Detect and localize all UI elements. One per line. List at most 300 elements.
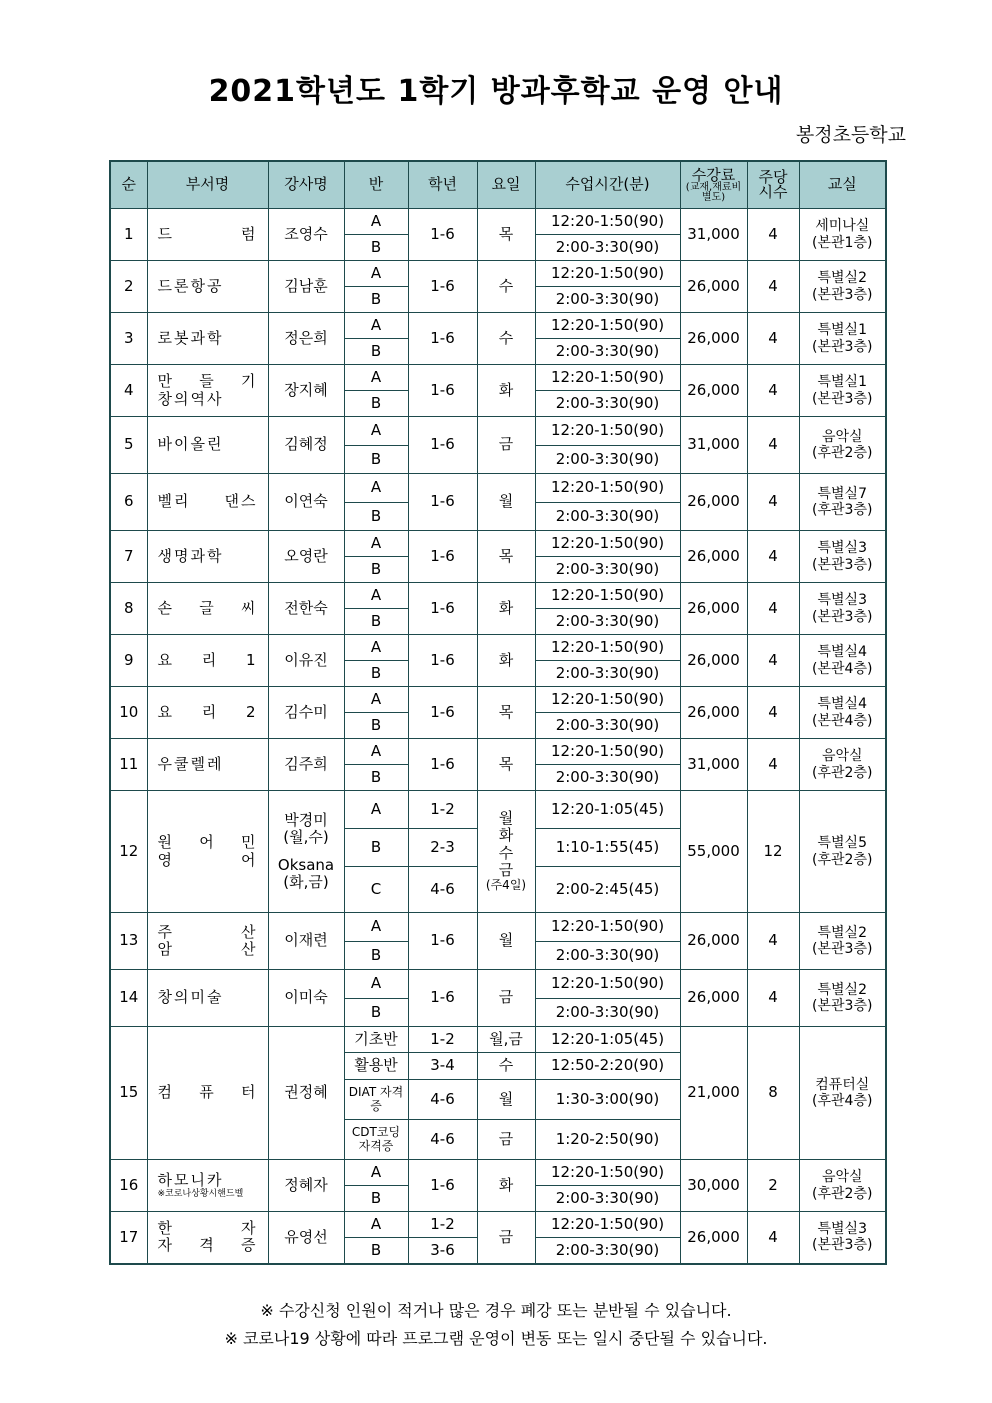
fee-cell: 26,000 (680, 635, 747, 687)
room-cell-line: 음악실 (821, 1169, 863, 1186)
grade-cell: 1-6 (408, 1160, 477, 1212)
dept-name-line: 암 산 (157, 940, 258, 958)
room-cell-line: 특별실5 (817, 835, 867, 852)
room-cell-line: (후관2층) (812, 764, 873, 781)
grade-cell: 4-6 (408, 1080, 477, 1120)
teacher-name (268, 365, 344, 417)
note-line: ※ 코로나19 상황에 따라 프로그램 운영이 변동 또는 일시 중단될 수 있습니다. (224, 1329, 768, 1348)
table-row (110, 365, 886, 391)
dept-name (147, 261, 268, 313)
row-number: 9 (110, 635, 147, 687)
row-number: 14 (110, 970, 147, 1027)
notes (0, 1297, 992, 1353)
class-cell: A (344, 209, 408, 235)
grade-cell: 1-6 (408, 365, 477, 417)
teacher-name-line: 오영란 (284, 546, 328, 565)
day-cell-line: 금 (498, 860, 514, 879)
class-cell: B (344, 829, 408, 867)
time-cell: 12:20-1:50(90) (535, 583, 680, 609)
weekly-hours-cell: 4 (747, 261, 799, 313)
dept-name (147, 313, 268, 365)
teacher-name-line: 장지혜 (284, 380, 328, 399)
room-cell-line: 특별실1 (817, 374, 867, 391)
teacher-name (268, 583, 344, 635)
time-cell: 2:00-3:30(90) (535, 287, 680, 313)
time-cell: 2:00-3:30(90) (535, 235, 680, 261)
table-row (110, 474, 886, 503)
time-cell: 2:00-3:30(90) (535, 557, 680, 583)
dept-name-line: 원 어 민 (157, 833, 258, 852)
time-cell: 12:50-2:20(90) (535, 1053, 680, 1080)
class-cell: B (344, 1238, 408, 1264)
dept-name (147, 209, 268, 261)
time-cell: 2:00-3:30(90) (535, 609, 680, 635)
class-cell: A (344, 970, 408, 999)
time-cell: 2:00-3:30(90) (535, 446, 680, 474)
teacher-name-line: 이재련 (284, 931, 328, 950)
teacher-name (268, 531, 344, 583)
table-row (110, 209, 886, 235)
day-cell: 수 (477, 313, 535, 365)
room-cell-line: 특별실2 (817, 981, 867, 998)
class-cell: B (344, 391, 408, 417)
weekly-hours-cell: 4 (747, 1212, 799, 1264)
header-class: 반 (344, 161, 408, 209)
class-cell: A (344, 1212, 408, 1238)
row-number: 17 (110, 1212, 147, 1264)
time-cell: 1:20-2:50(90) (535, 1120, 680, 1160)
day-cell: 월 (477, 913, 535, 970)
table-row (110, 1027, 886, 1053)
time-cell: 2:00-3:30(90) (535, 1186, 680, 1212)
room-cell-line: 음악실 (821, 428, 863, 445)
grade-cell: 1-2 (408, 791, 477, 829)
room-cell-line: (본관3층) (812, 1237, 873, 1254)
teacher-name-line: 정은희 (284, 328, 328, 347)
room-cell (799, 739, 886, 791)
class-cell: B (344, 713, 408, 739)
time-cell: 2:00-3:30(90) (535, 999, 680, 1027)
time-cell: 2:00-3:30(90) (535, 1238, 680, 1264)
time-cell: 1:30-3:00(90) (535, 1080, 680, 1120)
dept-name-line: 우쿨렐레 (157, 754, 224, 773)
dept-name (147, 531, 268, 583)
weekly-hours-cell: 4 (747, 531, 799, 583)
time-cell: 12:20-1:50(90) (535, 1212, 680, 1238)
row-number: 6 (110, 474, 147, 531)
time-cell: 12:20-1:50(90) (535, 365, 680, 391)
class-cell: A (344, 687, 408, 713)
fee-cell: 26,000 (680, 261, 747, 313)
class-cell: A (344, 583, 408, 609)
class-cell: 활용반 (344, 1053, 408, 1080)
teacher-name (268, 474, 344, 531)
day-cell: 월 (477, 1080, 535, 1120)
grade-cell: 1-6 (408, 913, 477, 970)
dept-name-line: 벨리 댄스 (157, 492, 258, 511)
day-cell: 수 (477, 1053, 535, 1080)
class-cell: A (344, 365, 408, 391)
table-row (110, 687, 886, 713)
class-cell: A (344, 1160, 408, 1186)
room-cell (799, 417, 886, 474)
row-number: 2 (110, 261, 147, 313)
time-cell: 12:20-1:50(90) (535, 417, 680, 446)
dept-name (147, 583, 268, 635)
room-cell-line: (후관2층) (812, 1185, 873, 1202)
fee-cell: 21,000 (680, 1027, 747, 1160)
teacher-name-line: (화,금) (283, 872, 329, 891)
time-cell: 12:20-1:50(90) (535, 261, 680, 287)
teacher-name-line (269, 847, 344, 857)
class-cell: B (344, 235, 408, 261)
grade-cell: 1-6 (408, 970, 477, 1027)
header-fee-sub: (교재,재료비 별도) (685, 181, 742, 203)
header-weekly-main: 주당 (758, 168, 788, 186)
dept-name-line: 손 글 씨 (157, 598, 258, 617)
row-number: 15 (110, 1027, 147, 1160)
fee-cell: 26,000 (680, 1212, 747, 1264)
room-cell-line: (본관3층) (812, 390, 873, 407)
room-cell (799, 687, 886, 739)
table-row (110, 261, 886, 287)
dept-name (147, 913, 268, 970)
day-cell: 월 (477, 474, 535, 531)
dept-name-line: 한 자 (157, 1219, 258, 1237)
teacher-name-line: 이미숙 (284, 988, 328, 1007)
teacher-name-line: 정혜자 (284, 1175, 328, 1194)
fee-cell: 31,000 (680, 417, 747, 474)
day-cell: 금 (477, 1120, 535, 1160)
time-cell: 2:00-3:30(90) (535, 942, 680, 970)
class-cell: B (344, 999, 408, 1027)
room-cell (799, 261, 886, 313)
weekly-hours-cell: 4 (747, 913, 799, 970)
grade-cell: 1-6 (408, 739, 477, 791)
room-cell-line: (본관4층) (812, 660, 873, 677)
weekly-hours-cell: 4 (747, 687, 799, 739)
day-cell: 목 (477, 531, 535, 583)
time-cell: 12:20-1:50(90) (535, 531, 680, 557)
room-cell (799, 474, 886, 531)
header-no: 순 (110, 161, 147, 209)
room-cell-line: 세미나실 (815, 218, 870, 235)
class-cell: B (344, 339, 408, 365)
grade-cell: 2-3 (408, 829, 477, 867)
teacher-name (268, 417, 344, 474)
dept-name (147, 1160, 268, 1212)
room-cell (799, 913, 886, 970)
class-cell: A (344, 739, 408, 765)
day-cell-line: 월 (498, 809, 514, 828)
dept-name-line: 드 럼 (157, 224, 258, 243)
day-cell-line: 화 (498, 826, 514, 845)
day-cell-line: 수 (498, 843, 514, 862)
row-number: 7 (110, 531, 147, 583)
teacher-name-line: 유영선 (284, 1227, 328, 1246)
dept-name-line: 요 리 2 (157, 702, 258, 721)
table-row (110, 913, 886, 942)
class-cell: B (344, 765, 408, 791)
day-cell: 화 (477, 365, 535, 417)
row-number: 4 (110, 365, 147, 417)
table-body (110, 209, 886, 1264)
teacher-name (268, 1160, 344, 1212)
dept-name (147, 739, 268, 791)
room-cell-line: (후관4층) (812, 1093, 873, 1109)
day-cell: 목 (477, 209, 535, 261)
dept-name (147, 635, 268, 687)
time-cell: 2:00-2:45(45) (535, 867, 680, 913)
table-row (110, 1212, 886, 1238)
header-teacher: 강사명 (268, 161, 344, 209)
dept-name-line: 만 들 기 (157, 372, 258, 391)
teacher-name-line: 전한숙 (284, 598, 328, 617)
schedule-table (109, 160, 887, 1265)
dept-name-line: 창의역사 (157, 389, 224, 408)
dept-note: ※코로나상황시핸드벨 (157, 1188, 244, 1199)
note-line: ※ 수강신청 인원이 적거나 많은 경우 폐강 또는 분반될 수 있습니다. (260, 1301, 732, 1320)
teacher-name (268, 913, 344, 970)
time-cell: 12:20-1:50(90) (535, 474, 680, 503)
room-cell-line: 특별실4 (817, 696, 867, 713)
weekly-hours-cell: 4 (747, 365, 799, 417)
header-day: 요일 (477, 161, 535, 209)
dept-name-line: 생명과학 (157, 546, 224, 565)
room-cell (799, 1212, 886, 1264)
dept-name (147, 970, 268, 1027)
room-cell-line: (본관1층) (812, 234, 873, 251)
teacher-name-line: Oksana (277, 855, 335, 874)
class-cell: A (344, 913, 408, 942)
room-cell (799, 1160, 886, 1212)
dept-name-line: 로봇과학 (157, 328, 224, 347)
row-number: 13 (110, 913, 147, 970)
row-number: 16 (110, 1160, 147, 1212)
time-cell: 1:10-1:55(45) (535, 829, 680, 867)
header-weekly-sub: 시수 (758, 183, 788, 201)
dept-name-line: 창의미술 (157, 988, 224, 1007)
teacher-name-line: 이연숙 (284, 492, 328, 511)
day-cell: 화 (477, 1160, 535, 1212)
day-cell: 수 (477, 261, 535, 313)
class-cell: A (344, 474, 408, 503)
weekly-hours-cell: 4 (747, 739, 799, 791)
teacher-name-line: 권정혜 (284, 1083, 328, 1102)
grade-cell: 4-6 (408, 867, 477, 913)
fee-cell: 26,000 (680, 913, 747, 970)
time-cell: 12:20-1:50(90) (535, 739, 680, 765)
room-cell (799, 531, 886, 583)
grade-cell: 1-6 (408, 474, 477, 531)
fee-cell: 26,000 (680, 583, 747, 635)
row-number: 5 (110, 417, 147, 474)
day-cell (477, 791, 535, 913)
class-cell: B (344, 557, 408, 583)
weekly-hours-cell: 8 (747, 1027, 799, 1160)
grade-cell: 1-6 (408, 417, 477, 474)
table-row (110, 313, 886, 339)
teacher-name-line: 김남훈 (284, 276, 328, 295)
room-cell (799, 209, 886, 261)
dept-name (147, 687, 268, 739)
grade-cell: 1-2 (408, 1027, 477, 1053)
class-cell: B (344, 661, 408, 687)
table-header-row (110, 161, 886, 209)
row-number: 10 (110, 687, 147, 739)
teacher-name-line: 이유진 (284, 650, 328, 669)
day-cell: 금 (477, 1212, 535, 1264)
room-cell-line: (본관3층) (812, 338, 873, 355)
class-cell: A (344, 261, 408, 287)
table-row (110, 531, 886, 557)
day-cell: 금 (477, 417, 535, 474)
time-cell: 2:00-3:30(90) (535, 503, 680, 531)
teacher-name (268, 261, 344, 313)
room-cell (799, 970, 886, 1027)
room-cell-line: (본관3층) (812, 608, 873, 625)
grade-cell: 1-6 (408, 583, 477, 635)
teacher-name (268, 739, 344, 791)
dept-name (147, 474, 268, 531)
time-cell: 12:20-1:50(90) (535, 970, 680, 999)
dept-name (147, 1212, 268, 1264)
room-cell-line: (후관2층) (812, 851, 873, 868)
room-cell-line: (본관3층) (812, 941, 873, 957)
teacher-name-line: 김수미 (284, 702, 328, 721)
day-cell: 화 (477, 635, 535, 687)
teacher-name (268, 687, 344, 739)
header-time: 수업시간(분) (535, 161, 680, 209)
fee-cell: 30,000 (680, 1160, 747, 1212)
time-cell: 2:00-3:30(90) (535, 391, 680, 417)
room-cell (799, 365, 886, 417)
room-cell (799, 1027, 886, 1160)
table-row (110, 739, 886, 765)
header-fee-main: 수강료 (691, 165, 736, 184)
row-number: 1 (110, 209, 147, 261)
teacher-name (268, 1027, 344, 1160)
teacher-name (268, 209, 344, 261)
dept-name-line: 드론항공 (157, 276, 224, 295)
weekly-hours-cell: 4 (747, 635, 799, 687)
time-cell: 12:20-1:05(45) (535, 1027, 680, 1053)
day-cell-line: (주4일) (485, 878, 527, 893)
day-cell: 목 (477, 739, 535, 791)
grade-cell: 1-6 (408, 635, 477, 687)
row-number: 3 (110, 313, 147, 365)
class-cell: B (344, 446, 408, 474)
class-cell: 기초반 (344, 1027, 408, 1053)
dept-name-line: 하모니카 (157, 1170, 224, 1189)
class-cell: B (344, 1186, 408, 1212)
table-row (110, 635, 886, 661)
dept-name (147, 365, 268, 417)
room-cell (799, 313, 886, 365)
time-cell: 12:20-1:05(45) (535, 791, 680, 829)
room-cell-line: 특별실1 (817, 322, 867, 339)
fee-cell: 26,000 (680, 970, 747, 1027)
dept-name-line: 주 산 (157, 922, 258, 941)
grade-cell: 3-6 (408, 1238, 477, 1264)
room-cell-line: 특별실2 (817, 270, 867, 287)
class-cell: DIAT 자격증 (344, 1080, 408, 1120)
class-cell: CDT코딩 자격증 (344, 1120, 408, 1160)
room-cell-line: 특별실3 (817, 592, 867, 609)
time-cell: 2:00-3:30(90) (535, 713, 680, 739)
class-cell: B (344, 503, 408, 531)
header-weekly (747, 161, 799, 209)
dept-name-line: 영 어 (157, 850, 258, 869)
dept-name-line: 바이올린 (157, 435, 224, 454)
room-cell (799, 583, 886, 635)
class-cell: A (344, 531, 408, 557)
teacher-name (268, 313, 344, 365)
class-cell: A (344, 791, 408, 829)
day-cell: 금 (477, 970, 535, 1027)
room-cell-line: 특별실3 (817, 1221, 867, 1238)
weekly-hours-cell: 12 (747, 791, 799, 913)
room-cell-line: (본관4층) (812, 712, 873, 729)
room-cell-line: 특별실7 (817, 485, 867, 502)
teacher-name (268, 970, 344, 1027)
class-cell: C (344, 867, 408, 913)
grade-cell: 1-6 (408, 209, 477, 261)
class-cell: B (344, 942, 408, 970)
time-cell: 2:00-3:30(90) (535, 339, 680, 365)
weekly-hours-cell: 4 (747, 417, 799, 474)
time-cell: 12:20-1:50(90) (535, 687, 680, 713)
row-number: 11 (110, 739, 147, 791)
fee-cell: 26,000 (680, 365, 747, 417)
day-cell: 월,금 (477, 1027, 535, 1053)
row-number: 12 (110, 791, 147, 913)
time-cell: 12:20-1:50(90) (535, 209, 680, 235)
class-cell: A (344, 417, 408, 446)
teacher-name (268, 1212, 344, 1264)
time-cell: 12:20-1:50(90) (535, 913, 680, 942)
weekly-hours-cell: 4 (747, 970, 799, 1027)
grade-cell: 1-2 (408, 1212, 477, 1238)
header-fee (680, 161, 747, 209)
table-row (110, 1160, 886, 1186)
teacher-name-line: 박경미 (284, 811, 328, 829)
weekly-hours-cell: 4 (747, 313, 799, 365)
room-cell-line: 특별실3 (817, 540, 867, 557)
fee-cell: 31,000 (680, 739, 747, 791)
room-cell-line: 특별실2 (817, 924, 867, 941)
grade-cell: 1-6 (408, 687, 477, 739)
room-cell-line: 음악실 (821, 748, 863, 765)
room-cell-line: (후관3층) (812, 502, 873, 518)
class-cell: A (344, 313, 408, 339)
dept-name-line: 컴 퓨 터 (157, 1083, 258, 1102)
time-cell: 2:00-3:30(90) (535, 661, 680, 687)
weekly-hours-cell: 4 (747, 209, 799, 261)
fee-cell: 26,000 (680, 313, 747, 365)
fee-cell: 55,000 (680, 791, 747, 913)
room-cell-line: (본관3층) (812, 998, 873, 1014)
time-cell: 2:00-3:30(90) (535, 765, 680, 791)
dept-name (147, 791, 268, 913)
header-grade: 학년 (408, 161, 477, 209)
time-cell: 12:20-1:50(90) (535, 635, 680, 661)
teacher-name-line: 김혜정 (284, 435, 328, 454)
dept-name-line: 요 리 1 (157, 650, 258, 669)
teacher-name (268, 635, 344, 687)
grade-cell: 1-6 (408, 531, 477, 583)
fee-cell: 31,000 (680, 209, 747, 261)
